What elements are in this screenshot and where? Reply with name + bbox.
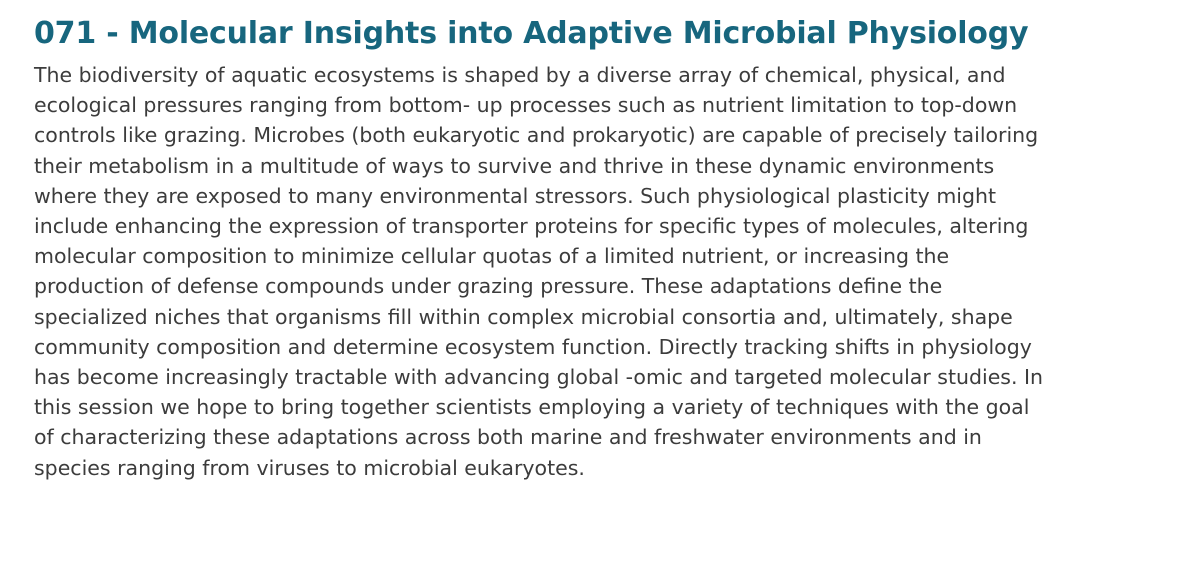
description-line: specialized niches that organisms fill within complex microbial consortia and, ultimately, shape	[34, 304, 1013, 329]
description-line: this session we hope to bring together scientists employing a variety of techniques with the goal	[34, 395, 1030, 420]
description-line: The biodiversity of aquatic ecosystems is shaped by a diverse array of chemical, physical, and	[34, 63, 1006, 87]
description-line: include enhancing the expression of transporter proteins for specific types of molecules, altering	[34, 214, 1029, 239]
description-line: has become increasingly tractable with advancing global -omic and targeted molecular studies. In	[34, 365, 1044, 390]
description-line: production of defense compounds under grazing pressure. These adaptations define the	[34, 274, 943, 299]
description-line: ecological pressures ranging from bottom- up processes such as nutrient limitation to top-down	[34, 93, 1018, 118]
description-line: their metabolism in a multitude of ways to survive and thrive in these dynamic environments	[34, 153, 995, 178]
description-line: molecular composition to minimize cellular quotas of a limited nutrient, or increasing the	[34, 244, 950, 269]
session-description	[34, 60, 1184, 483]
description-line: controls like grazing. Microbes (both eukaryotic and prokaryotic) are capable of precisely tailoring	[34, 123, 1039, 148]
session-block	[34, 12, 1184, 483]
description-line: species ranging from viruses to microbial eukaryotes.	[34, 455, 585, 480]
description-line: where they are exposed to many environmental stressors. Such physiological plasticity might	[34, 183, 997, 208]
session-title: 071 - Molecular Insights into Adaptive Microbial Physiology	[34, 16, 1029, 51]
description-line: of characterizing these adaptations across both marine and freshwater environments and in	[34, 425, 982, 450]
description-line: community composition and determine ecosystem function. Directly tracking shifts in physiology	[34, 334, 1032, 359]
